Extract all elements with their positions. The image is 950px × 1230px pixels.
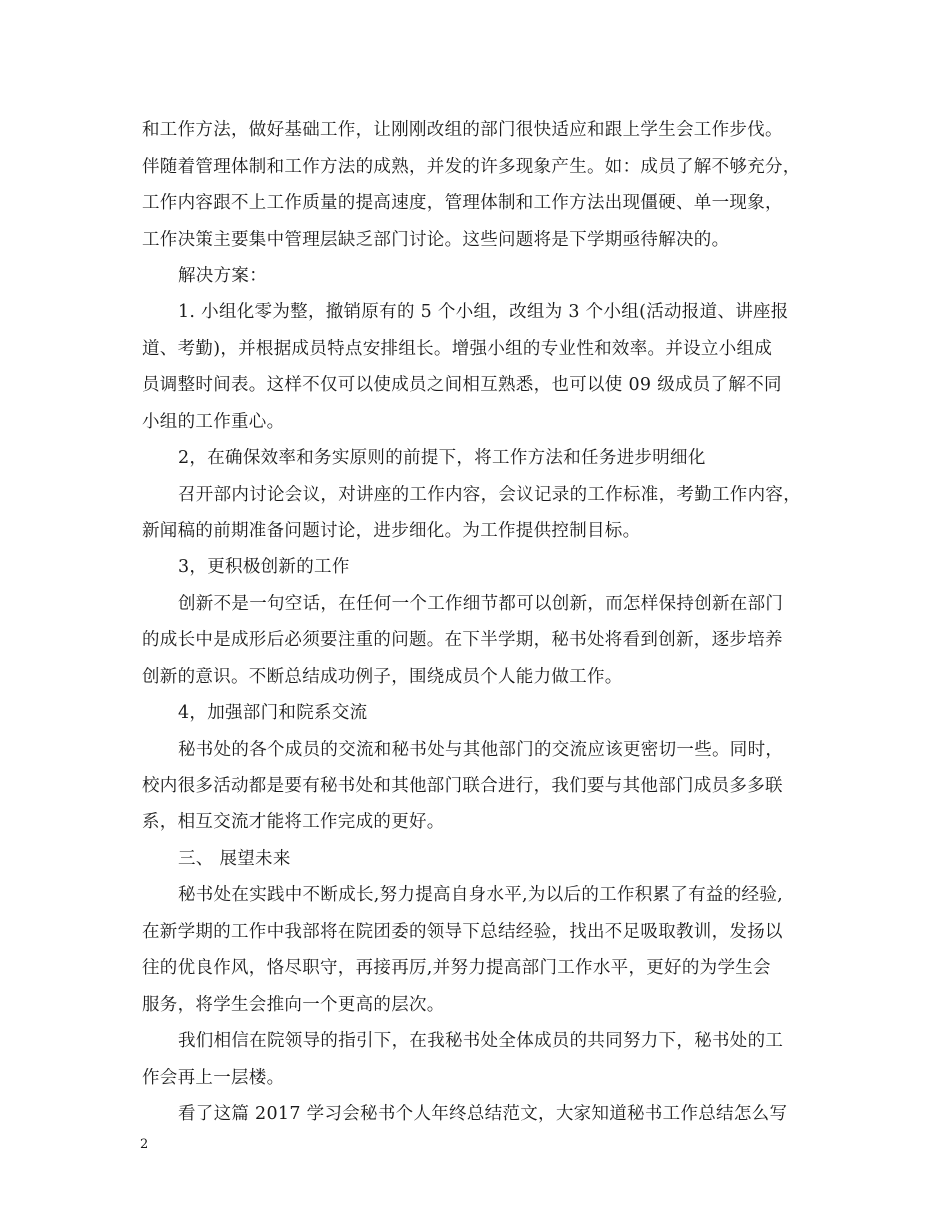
body-text-line: 创新的意识。不断总结成功例子，围绕成员个人能力做工作。 — [142, 667, 623, 687]
body-text-line: 1. 小组化零为整，撤销原有的 5 个小组，改组为 3 个小组(活动报道、讲座报 — [178, 302, 789, 322]
body-text-line: 和工作方法，做好基础工作，让刚刚改组的部门很快适应和跟上学生会工作步伐。 — [142, 120, 783, 140]
page-number: 2 — [140, 1137, 149, 1152]
body-text-line: 召开部内讨论会议，对讲座的工作内容，会议记录的工作标准，考勤工作内容， — [178, 485, 801, 505]
body-text-line: 4，加强部门和院系交流 — [178, 703, 368, 723]
body-text-line: 秘书处的各个成员的交流和秘书处与其他部门的交流应该更密切一些。同时， — [178, 740, 784, 760]
body-text-line: 创新不是一句空话，在任何一个工作细节都可以创新，而怎样保持创新在部门 — [178, 594, 784, 614]
body-text-line: 秘书处在实践中不断成长,努力提高自身水平,为以后的工作积累了有益的经验, — [178, 885, 783, 905]
body-text-line: 校内很多活动都是要有秘书处和其他部门联合进行，我们要与其他部门成员多多联 — [142, 776, 783, 796]
body-text-line: 小组的工作重心。 — [142, 412, 285, 432]
body-text-line: 解决方案： — [178, 266, 267, 286]
body-text-line: 我们相信在院领导的指引下，在我秘书处全体成员的共同努力下，秘书处的工 — [178, 1031, 784, 1051]
body-text-line: 工作决策主要集中管理层缺乏部门讨论。这些问题将是下学期亟待解决的。 — [142, 230, 730, 250]
body-text-line: 系，相互交流才能将工作完成的更好。 — [142, 812, 445, 832]
body-text-line: 看了这篇 2017 学习会秘书个人年终总结范文，大家知道秘书工作总结怎么写 — [178, 1104, 788, 1124]
body-text-line: 新闻稿的前期准备问题讨论，进步细化。为工作提供控制目标。 — [142, 521, 641, 541]
body-text-line: 在新学期的工作中我部将在院团委的领导下总结经验，找出不足吸取教训，发扬以 — [142, 922, 783, 942]
body-text-line: 作会再上一层楼。 — [142, 1068, 285, 1088]
body-text-line: 三、 展望未来 — [178, 849, 291, 869]
body-text-line: 往的优良作风，恪尽职守，再接再厉,并努力提高部门工作水平，更好的为学生会 — [142, 958, 771, 978]
body-text-line: 2，在确保效率和务实原则的前提下，将工作方法和任务进步明细化 — [178, 448, 706, 468]
body-text-line: 工作内容跟不上工作质量的提高速度，管理体制和工作方法出现僵硬、单一现象， — [142, 193, 783, 213]
body-text-line: 员调整时间表。这样不仅可以使成员之间相互熟悉，也可以使 09 级成员了解不同 — [142, 375, 782, 395]
body-text-line: 3，更积极创新的工作 — [178, 557, 350, 577]
body-text-line: 道、考勤)，并根据成员特点安排组长。增强小组的专业性和效率。并设立小组成 — [142, 339, 773, 359]
body-text-line: 的成长中是成形后必须要注重的问题。在下半学期，秘书处将看到创新，逐步培养 — [142, 630, 783, 650]
body-text-line: 伴随着管理体制和工作方法的成熟，并发的许多现象产生。如：成员了解不够充分， — [142, 157, 801, 177]
body-text-line: 服务，将学生会推向一个更高的层次。 — [142, 995, 445, 1015]
